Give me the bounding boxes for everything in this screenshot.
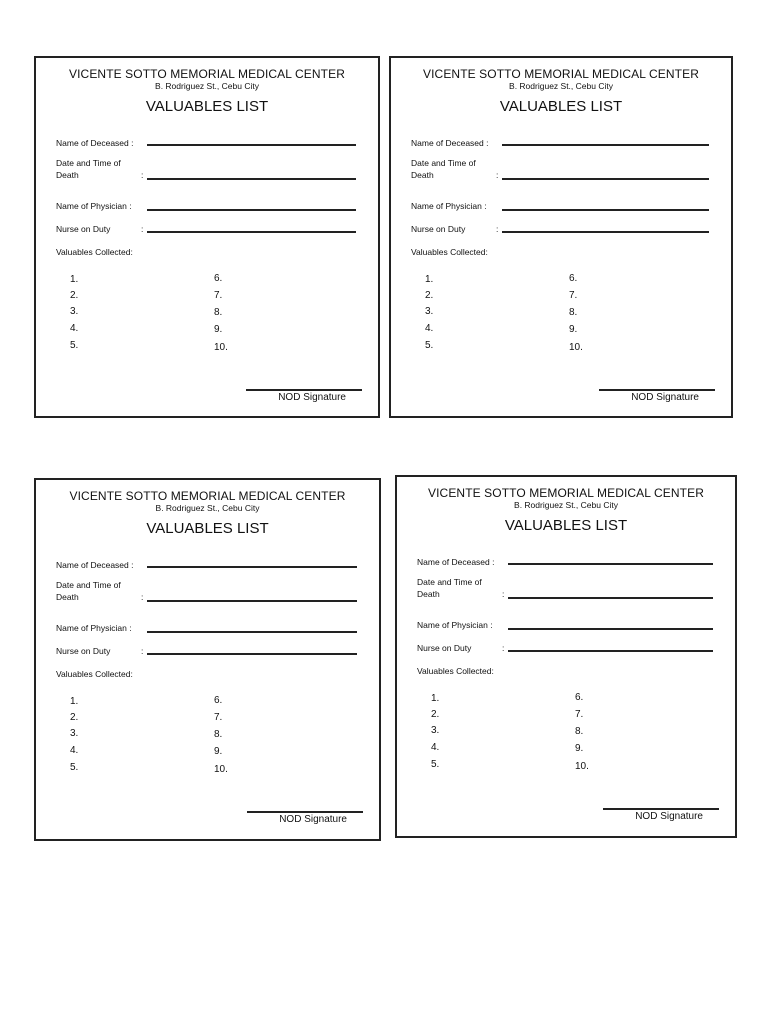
item-number: 7. xyxy=(569,290,578,301)
physician-input-line[interactable] xyxy=(147,631,357,633)
item-number: 6. xyxy=(575,692,584,703)
signature-line[interactable] xyxy=(599,389,715,391)
item-number: 3. xyxy=(70,306,79,317)
item-number: 4. xyxy=(431,742,440,753)
item-number: 5. xyxy=(70,762,79,773)
date-time-label: Date and Time of xyxy=(56,580,121,590)
item-number: 7. xyxy=(575,709,584,720)
date-time-colon: : xyxy=(496,170,499,180)
form-title: VALUABLES LIST xyxy=(145,98,269,115)
valuables-label: Valuables Collected: xyxy=(411,247,488,257)
valuables-label: Valuables Collected: xyxy=(56,669,133,679)
item-number: 1. xyxy=(431,693,440,704)
signature-line[interactable] xyxy=(603,808,719,810)
item-number: 2. xyxy=(70,290,79,301)
item-number: 6. xyxy=(214,273,223,284)
nurse-colon: : xyxy=(496,224,499,234)
signature-line[interactable] xyxy=(246,389,362,391)
date-time-input-line[interactable] xyxy=(147,600,357,602)
valuables-form-card-1 xyxy=(34,56,380,418)
date-time-colon: : xyxy=(141,592,144,602)
nurse-label: Nurse on Duty xyxy=(56,646,111,656)
item-number: 7. xyxy=(214,712,223,723)
form-title: VALUABLES LIST xyxy=(499,98,623,115)
nurse-label: Nurse on Duty xyxy=(56,224,111,234)
item-number: 4. xyxy=(70,745,79,756)
nurse-input-line[interactable] xyxy=(502,231,709,233)
nurse-colon: : xyxy=(141,224,144,234)
item-number: 10. xyxy=(569,342,583,353)
death-label: Death xyxy=(417,589,440,599)
item-number: 10. xyxy=(575,761,589,772)
hospital-name: VICENTE SOTTO MEMORIAL MEDICAL CENTER xyxy=(69,489,346,503)
nurse-input-line[interactable] xyxy=(508,650,713,652)
nurse-colon: : xyxy=(502,643,505,653)
valuables-label: Valuables Collected: xyxy=(417,666,494,676)
nurse-colon: : xyxy=(141,646,144,656)
item-number: 8. xyxy=(214,307,223,318)
item-number: 3. xyxy=(70,728,79,739)
item-number: 8. xyxy=(575,726,584,737)
date-time-colon: : xyxy=(502,589,505,599)
deceased-input-line[interactable] xyxy=(147,566,357,568)
signature-label: NOD Signature xyxy=(278,392,346,403)
deceased-input-line[interactable] xyxy=(502,144,709,146)
item-number: 9. xyxy=(575,743,584,754)
physician-label: Name of Physician : xyxy=(56,623,132,633)
date-time-input-line[interactable] xyxy=(508,597,713,599)
item-number: 3. xyxy=(431,725,440,736)
date-time-input-line[interactable] xyxy=(147,178,356,180)
signature-label: NOD Signature xyxy=(631,392,699,403)
item-number: 9. xyxy=(569,324,578,335)
item-number: 8. xyxy=(569,307,578,318)
hospital-address: B. Rodriguez St., Cebu City xyxy=(155,503,260,513)
hospital-address: B. Rodriguez St., Cebu City xyxy=(509,81,613,91)
item-number: 1. xyxy=(425,274,434,285)
item-number: 2. xyxy=(431,709,440,720)
deceased-label: Name of Deceased : xyxy=(411,138,489,148)
item-number: 7. xyxy=(214,290,223,301)
item-number: 1. xyxy=(70,274,79,285)
date-time-label: Date and Time of xyxy=(417,577,482,587)
death-label: Death xyxy=(56,170,79,180)
valuables-form-card-3 xyxy=(34,478,381,841)
date-time-label: Date and Time of xyxy=(411,158,476,168)
item-number: 6. xyxy=(214,695,223,706)
deceased-input-line[interactable] xyxy=(508,563,713,565)
physician-input-line[interactable] xyxy=(147,209,356,211)
valuables-form-card-4 xyxy=(395,475,737,838)
death-label: Death xyxy=(56,592,79,602)
deceased-label: Name of Deceased : xyxy=(56,138,134,148)
signature-label: NOD Signature xyxy=(635,811,703,822)
item-number: 5. xyxy=(431,759,440,770)
date-time-label: Date and Time of xyxy=(56,158,121,168)
hospital-name: VICENTE SOTTO MEMORIAL MEDICAL CENTER xyxy=(428,486,704,500)
form-title: VALUABLES LIST xyxy=(504,517,628,534)
deceased-label: Name of Deceased : xyxy=(417,557,495,567)
deceased-label: Name of Deceased : xyxy=(56,560,134,570)
item-number: 9. xyxy=(214,324,223,335)
nurse-input-line[interactable] xyxy=(147,653,357,655)
physician-label: Name of Physician : xyxy=(56,201,132,211)
item-number: 4. xyxy=(70,323,79,334)
valuables-form-card-2 xyxy=(389,56,733,418)
nurse-input-line[interactable] xyxy=(147,231,356,233)
hospital-name: VICENTE SOTTO MEMORIAL MEDICAL CENTER xyxy=(69,67,345,81)
hospital-address: B. Rodriguez St., Cebu City xyxy=(155,81,259,91)
physician-label: Name of Physician : xyxy=(411,201,487,211)
date-time-colon: : xyxy=(141,170,144,180)
valuables-label: Valuables Collected: xyxy=(56,247,133,257)
hospital-name: VICENTE SOTTO MEMORIAL MEDICAL CENTER xyxy=(423,67,699,81)
item-number: 2. xyxy=(425,290,434,301)
item-number: 9. xyxy=(214,746,223,757)
physician-input-line[interactable] xyxy=(502,209,709,211)
signature-line[interactable] xyxy=(247,811,363,813)
signature-label: NOD Signature xyxy=(279,814,347,825)
form-title: VALUABLES LIST xyxy=(146,520,269,537)
item-number: 1. xyxy=(70,696,79,707)
item-number: 4. xyxy=(425,323,434,334)
item-number: 5. xyxy=(70,340,79,351)
item-number: 5. xyxy=(425,340,434,351)
item-number: 3. xyxy=(425,306,434,317)
nurse-label: Nurse on Duty xyxy=(417,643,472,653)
hospital-address: B. Rodriguez St., Cebu City xyxy=(514,500,618,510)
date-time-input-line[interactable] xyxy=(502,178,709,180)
deceased-input-line[interactable] xyxy=(147,144,356,146)
physician-label: Name of Physician : xyxy=(417,620,493,630)
nurse-label: Nurse on Duty xyxy=(411,224,466,234)
item-number: 6. xyxy=(569,273,578,284)
death-label: Death xyxy=(411,170,434,180)
item-number: 2. xyxy=(70,712,79,723)
item-number: 10. xyxy=(214,764,228,775)
physician-input-line[interactable] xyxy=(508,628,713,630)
item-number: 8. xyxy=(214,729,223,740)
item-number: 10. xyxy=(214,342,228,353)
